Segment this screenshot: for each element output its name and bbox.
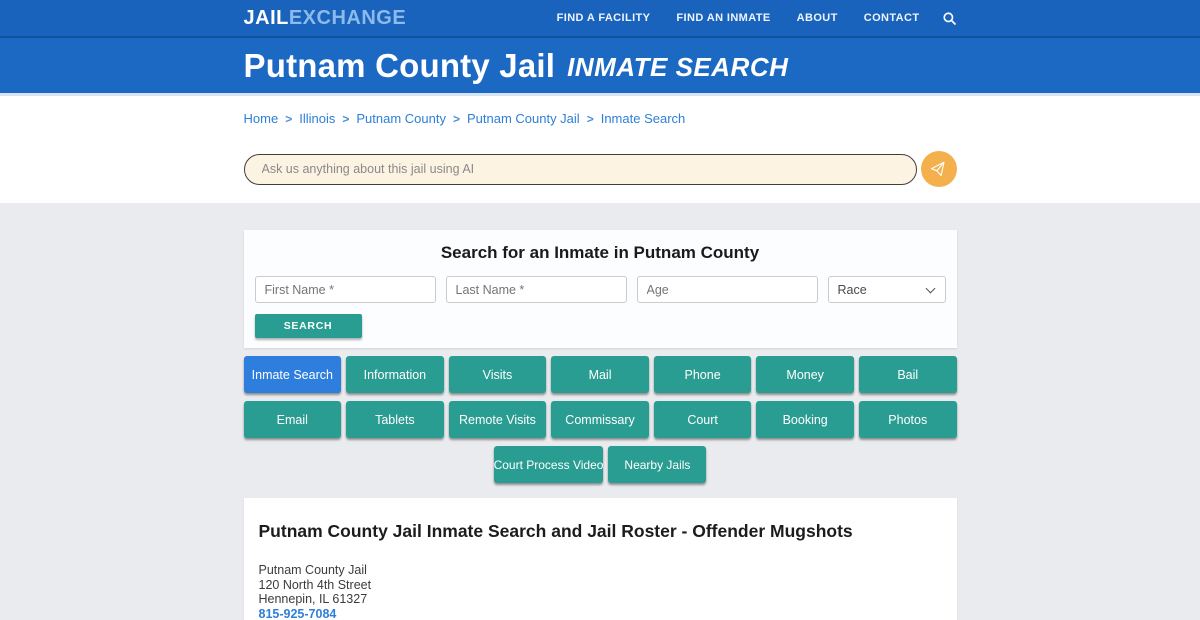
breadcrumb-illinois[interactable]: Illinois bbox=[299, 111, 336, 126]
tile-email[interactable]: Email bbox=[244, 401, 342, 438]
chevron-right-icon: > bbox=[342, 111, 350, 126]
jail-phone-link[interactable]: 815-925-7084 bbox=[258, 606, 337, 620]
chevron-right-icon: > bbox=[586, 111, 594, 126]
breadcrumb-putnam-county[interactable]: Putnam County bbox=[356, 111, 446, 126]
page-subtitle: INMATE SEARCH bbox=[567, 52, 789, 82]
age-input[interactable] bbox=[637, 276, 818, 303]
paper-plane-icon bbox=[930, 161, 947, 178]
tile-court[interactable]: Court bbox=[654, 401, 752, 438]
tile-money[interactable]: Money bbox=[756, 356, 854, 393]
inmate-search-card bbox=[244, 230, 957, 348]
tile-visits[interactable]: Visits bbox=[449, 356, 547, 393]
jailexchange-logo[interactable] bbox=[244, 7, 407, 30]
tile-remote-visits[interactable]: Remote Visits bbox=[449, 401, 547, 438]
breadcrumb-inmate-search[interactable]: Inmate Search bbox=[600, 111, 686, 126]
jail-street: 120 North 4th Street bbox=[258, 577, 372, 592]
chevron-right-icon: > bbox=[285, 111, 293, 126]
jail-address bbox=[259, 563, 942, 620]
nav-find-an-inmate[interactable]: FIND AN INMATE bbox=[676, 12, 771, 24]
tile-commissary[interactable]: Commissary bbox=[551, 401, 649, 438]
tile-inmate-search[interactable]: Inmate Search bbox=[244, 356, 342, 393]
tile-court-process-video[interactable]: Court Process Video bbox=[494, 446, 604, 483]
main-content bbox=[0, 230, 1200, 620]
ai-search-bar bbox=[244, 151, 957, 187]
nav-contact[interactable]: CONTACT bbox=[863, 12, 920, 24]
tile-phone[interactable]: Phone bbox=[654, 356, 752, 393]
app-header bbox=[0, 0, 1200, 38]
info-heading: Putnam County Jail Inmate Search and Jail Roster - Offender Mugshots bbox=[258, 521, 853, 541]
logo-jail-text: JAIL bbox=[243, 6, 289, 29]
info-card bbox=[244, 498, 957, 620]
tile-bail[interactable]: Bail bbox=[859, 356, 957, 393]
logo-exchange-text: EXCHANGE bbox=[288, 6, 407, 29]
chevron-down-icon bbox=[925, 283, 935, 293]
breadcrumb-search-section bbox=[0, 96, 1200, 203]
jail-name: Putnam County Jail bbox=[258, 563, 367, 577]
page-banner bbox=[0, 38, 1200, 96]
race-select[interactable] bbox=[828, 276, 946, 303]
breadcrumb bbox=[244, 96, 957, 126]
tile-photos[interactable]: Photos bbox=[859, 401, 957, 438]
ai-question-input[interactable] bbox=[244, 154, 917, 185]
search-icon[interactable] bbox=[942, 11, 957, 26]
jail-section-tiles bbox=[244, 356, 957, 483]
race-select-value: Race bbox=[837, 282, 867, 297]
breadcrumb-putnam-county-jail[interactable]: Putnam County Jail bbox=[466, 111, 580, 126]
inmate-search-title: Search for an Inmate in Putnam County bbox=[440, 243, 760, 262]
tile-tablets[interactable]: Tablets bbox=[346, 401, 444, 438]
tile-nearby-jails[interactable]: Nearby Jails bbox=[608, 446, 706, 483]
breadcrumb-home[interactable]: Home bbox=[243, 111, 279, 126]
first-name-input[interactable] bbox=[255, 276, 436, 303]
tile-information[interactable]: Information bbox=[346, 356, 444, 393]
nav-about[interactable]: ABOUT bbox=[796, 12, 838, 24]
jail-city: Hennepin, IL 61327 bbox=[258, 592, 368, 606]
nav-find-a-facility[interactable]: FIND A FACILITY bbox=[556, 12, 651, 24]
chevron-right-icon: > bbox=[452, 111, 460, 126]
search-button[interactable]: SEARCH bbox=[255, 314, 362, 338]
last-name-input[interactable] bbox=[446, 276, 627, 303]
top-nav bbox=[557, 11, 957, 26]
tile-mail[interactable]: Mail bbox=[551, 356, 649, 393]
tile-booking[interactable]: Booking bbox=[756, 401, 854, 438]
page-title: Putnam County Jail bbox=[243, 46, 556, 84]
ai-send-button[interactable] bbox=[921, 151, 957, 187]
